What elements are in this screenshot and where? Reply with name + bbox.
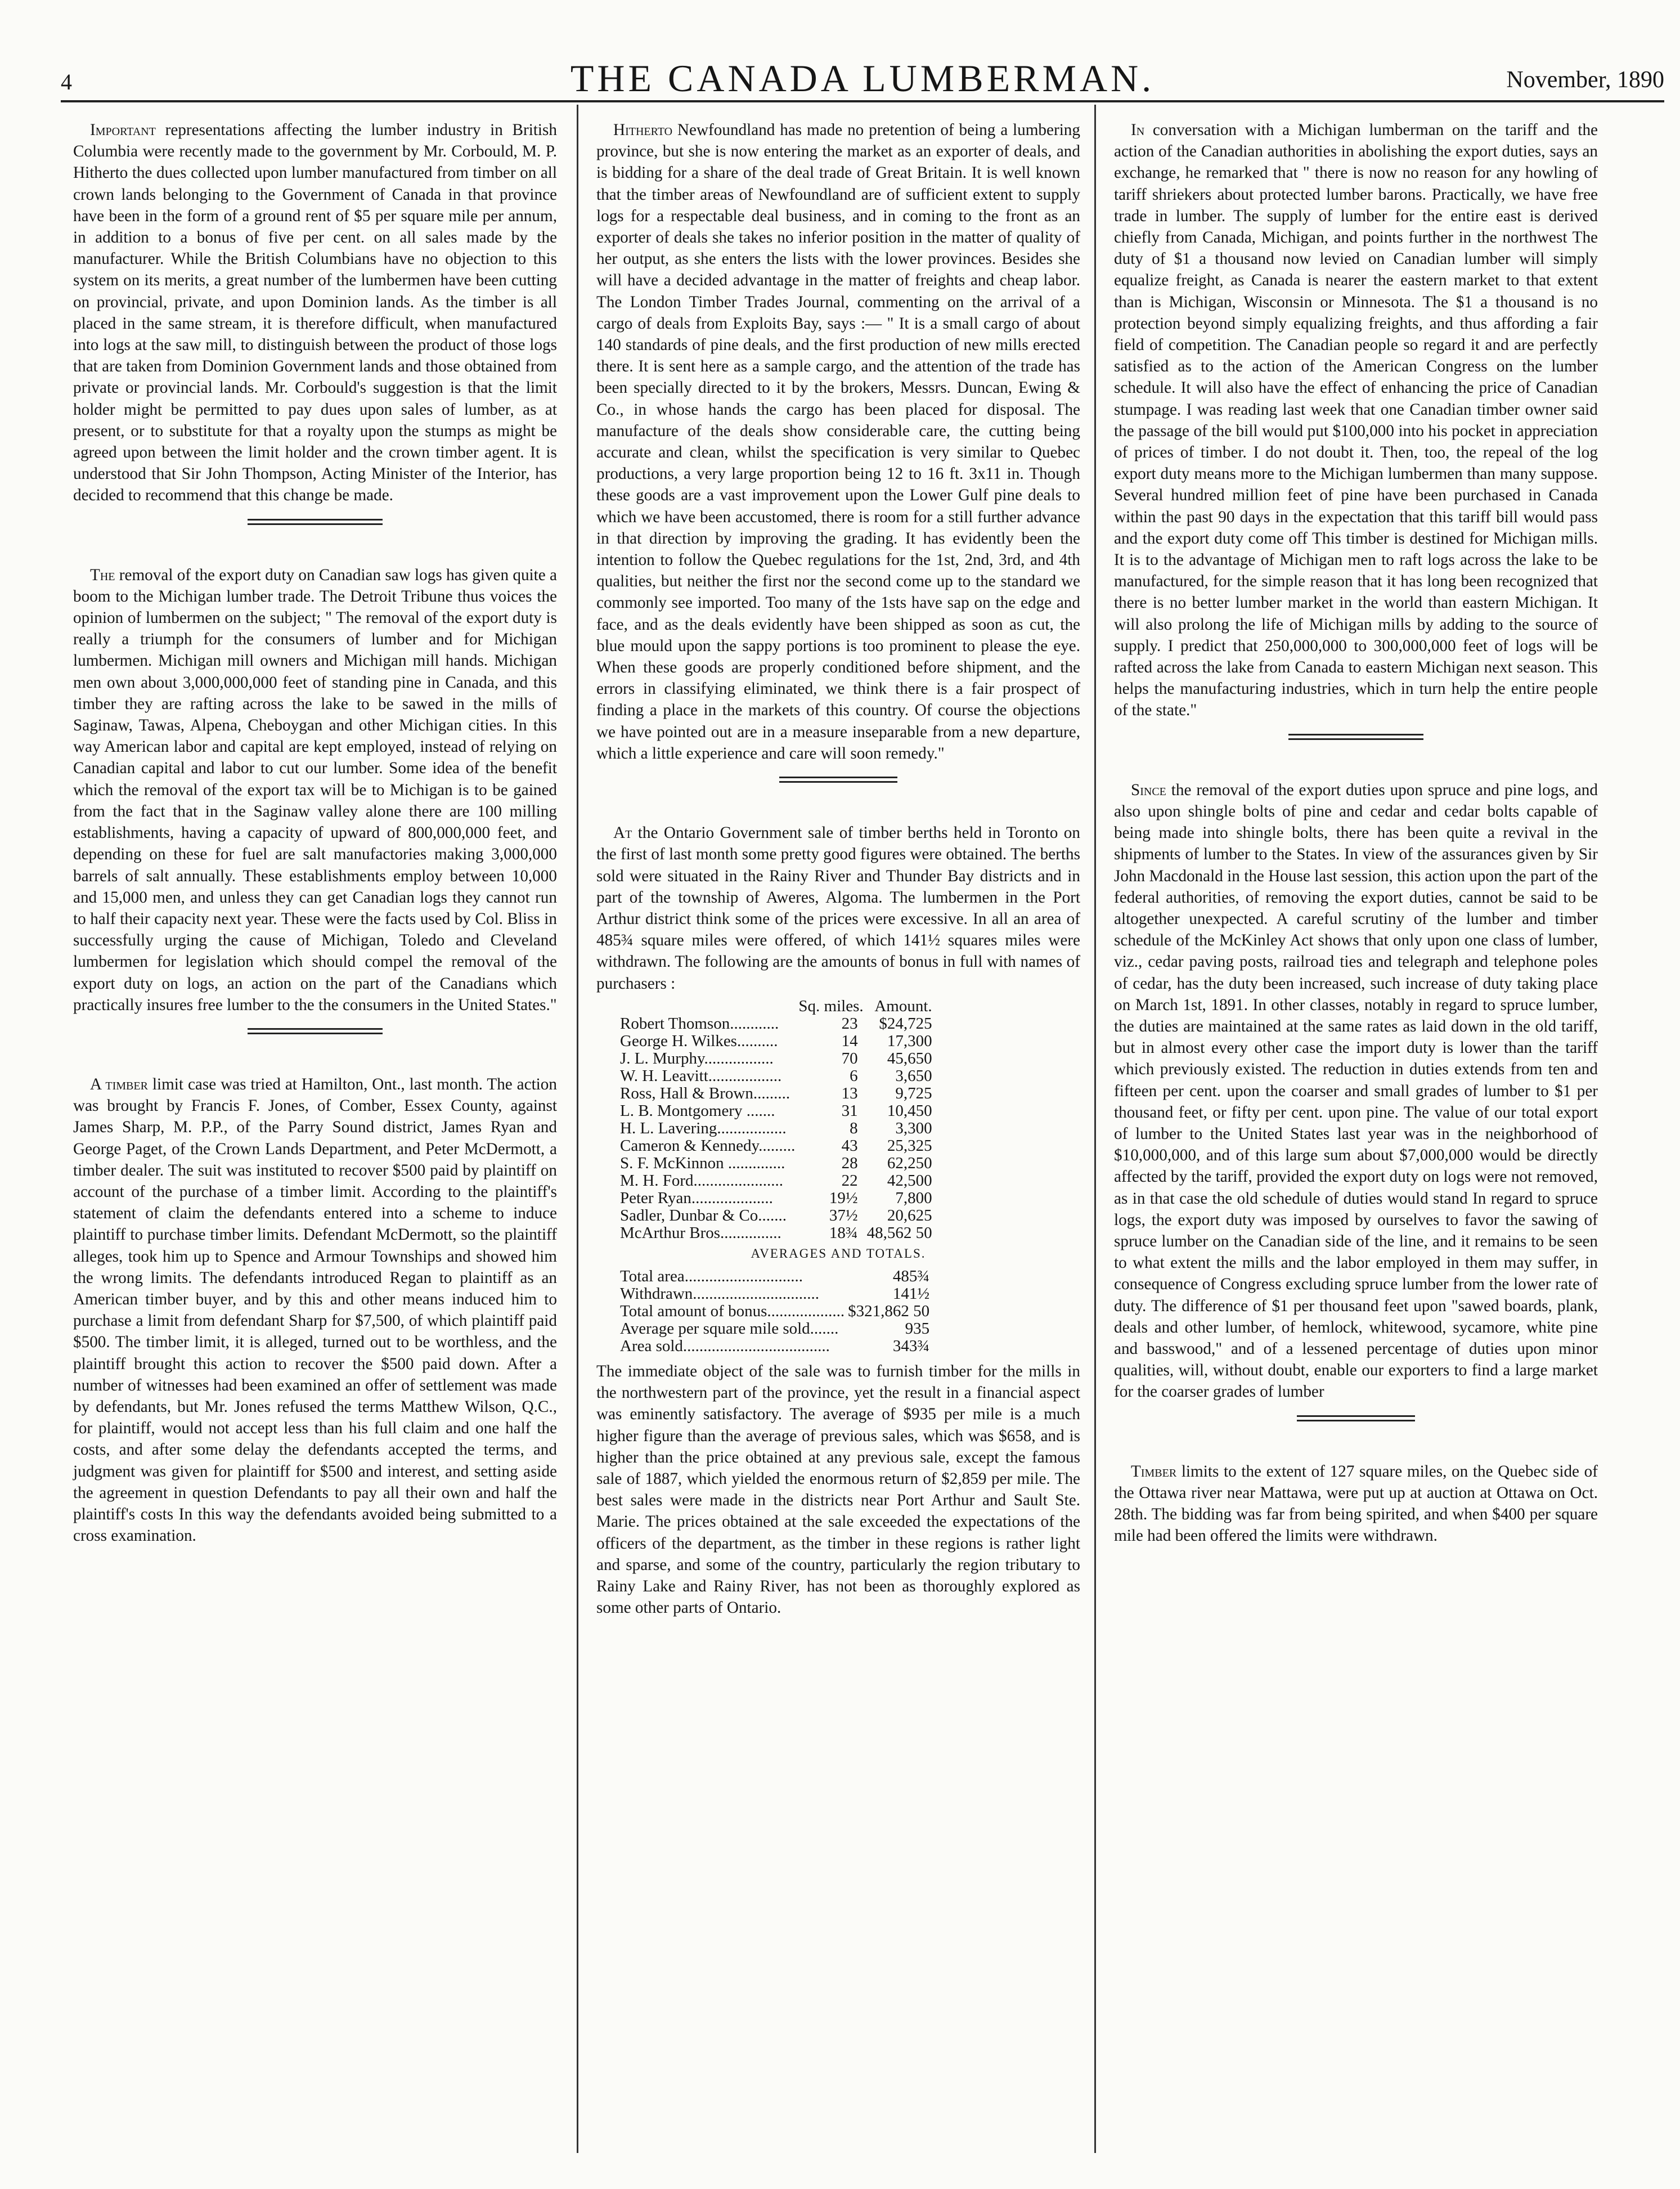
sq-miles-cell: 13 <box>841 1084 858 1102</box>
amount-cell: 42,500 <box>887 1171 932 1190</box>
lead-word: At <box>613 824 632 842</box>
table-row <box>620 1085 936 1102</box>
purchaser-name: McArthur Bros............... <box>620 1223 781 1242</box>
table-row <box>620 1190 936 1207</box>
totals-label: Total amount of bonus................... <box>620 1302 845 1320</box>
totals-row <box>620 1320 933 1338</box>
table-header-row <box>620 998 936 1015</box>
table-row <box>620 1224 936 1242</box>
amount-cell: 25,325 <box>887 1136 932 1155</box>
article-text: Newfoundland has made no pretention of being a lumbering province, but she is now entering the market as an exporter of deals, and is bidding for a share of the deal trade of Great Britain. It is well known that the timber areas of Newfoundland are of sufficient extent to supply logs for a respectable deal business, and in coming to the front as an exporter of deals she takes no inferior position in the matter of quality of her output, as she enters the lists with the lower provinces. Besides she will have a decided advantage in the matter of freights and cheap labor. The London Timber Trades Journal, commenting on the arrival of a cargo of deals from Exploits Bay, says :— " It is a small cargo of about 140 standards of pine deals, and the first production of new mills erected there. It is sent here as a sample cargo, and the attention of the trade has been specially directed to it by the brokers, Messrs. Duncan, Ewing & Co., in whose hands the cargo has been placed for disposal. The manufacture of the deals show considerable care, the cutting being accurate and clean, whilst the specification is very similar to Quebec productions, a very large proportion being 12 to 16 ft. 3x11 in. Though these goods are a vast improvement upon the Lower Gulf pine deals to which we have been accustomed, there is room for a still further advance in that direction by improving the grading. It has evidently been the intention to follow the Quebec regulations for the 1st, 2nd, 3rd, and 4th qualities, but neither the first nor the second come up to the standard we commonly see imported. Too many of the 1sts have sap on the edge and face, and as the deals evidently have been shipped as soon as cut, the blue mould upon the sappy portions is too prominent to please the eye. When these goods are properly conditioned before shipment, and the errors in classifying eliminated, we think there is a fair prospect of finding a place in the markets of this country. Of course the objections we have pointed out are in a measure inseparable from a new departure, which a little experience and care will soon remedy." <box>596 121 1080 762</box>
amount-cell: 48,562 50 <box>866 1223 932 1242</box>
amount-cell: 3,650 <box>895 1066 932 1085</box>
averages-heading: AVERAGES AND TOTALS. <box>751 1246 926 1261</box>
section-divider <box>248 519 383 525</box>
purchaser-name: George H. Wilkes.......... <box>620 1031 778 1050</box>
purchaser-name: S. F. McKinnon .............. <box>620 1154 785 1172</box>
amount-cell: 3,300 <box>895 1119 932 1137</box>
purchaser-name: L. B. Montgomery ....... <box>620 1101 775 1120</box>
masthead-title: THE CANADA LUMBERMAN. <box>570 57 1155 100</box>
article-text: conversation with a Michigan lumberman on the tariff and the action of the Canadian authorities in abolishing the export duties, says an exchange, he remarked that " there is now no reason for any howling of tariff shriekers about protected lumber barons. Practically, we have free trade in lumber. The supply of lumber for the entire east is derived chiefly from Canada, Michigan, and points further in the northwest The duty of $1 a thousand now levied on Canadian lumber will simply equalize freight, as Canada is nearer the eastern market to that extent than is Michigan, Wisconsin or Minnesota. The $1 a thousand is no protection beyond simply equalizing freights, and thus affording a fair field of competition. The Canadian people so regard it and are perfectly satisfied as to the action of the American Congress on the lumber schedule. It will also have the effect of enhancing the price of Canadian stumpage. I was reading last week that one Canadian timber owner said the passage of the bill would put $100,000 into his pocket in appreciation of prices of timber. I do not doubt it. Then, too, the repeal of the log export duty means more to the Michigan lumbermen than many suppose. Several hundred million feet of pine have been purchased in Canada within the past 90 days in the expectation that this tariff bill would pass and the export duty come off This timber is destined for Michigan mills. It is to the advantage of Michigan men to raft logs across the lake to be manufactured, for the simple reason that it has long been recognized that there is no better lumber market in the world than eastern Michigan. It will also prolong the life of Michigan mills by adding to the source of supply. I predict that 250,000,000 to 300,000,000 feet of logs will be rafted across the lake from Canada to eastern Michigan next season. This helps the manufacturing industries, which in turn help the entire people of the state." <box>1114 121 1598 720</box>
header-rule <box>61 100 1664 102</box>
lead-word: The <box>90 566 115 584</box>
page-number: 4 <box>61 69 72 95</box>
section-divider <box>779 777 897 783</box>
purchaser-name: Ross, Hall & Brown......... <box>620 1084 790 1102</box>
article-british-columbia-dues <box>73 119 557 506</box>
purchaser-name: Sadler, Dunbar & Co....... <box>620 1206 787 1224</box>
article-michigan-conversation <box>1114 119 1598 721</box>
amount-cell: 17,300 <box>887 1031 932 1050</box>
table-row <box>620 1033 936 1050</box>
article-text: removal of the export duty on Canadian saw logs has given quite a boom to the Michigan lumber trade. The Detroit Tribune thus voices the opinion of lumbermen on the subject; " The removal of the export duty is really a triumph for the consumers of lumber and for Michigan lumbermen. Michigan mill owners and Michigan mill hands. Michigan men own about 3,000,000,000 feet of standing pine in Canada, and this timber they are rafting across the lake to be sawed in the mills of Saginaw, Tawas, Alpena, Cheboygan and other Michigan cities. In this way American labor and capital are kept employed, instead of relying on Canadian capital and labor to cut our lumber. Some idea of the benefit which the removal of the export tax will be to Michigan is to be gained from the fact that in the Saginaw valley alone there are 100 milling establishments, having a capacity of upward of 800,000,000 feet, and depending on these for fuel are salt manufactories making 3,000,000 barrels of salt annually. These establishments employ between 10,000 and 15,000 men, and unless they can get Canadian logs they cannot run to half their capacity next year. These were the facts used by Col. Bliss in successfully urging the cause of Michigan, Toledo and Cleveland lumbermen for legislation which should compel the removal of the export duty on logs, an action on the part of the Canadians which practically insures free lumber to the the consumers in the United States." <box>73 566 557 1014</box>
table-row <box>620 1102 936 1120</box>
amount-cell: 7,800 <box>895 1188 932 1207</box>
purchaser-name: W. H. Leavitt.................. <box>620 1066 782 1085</box>
sq-miles-cell: 31 <box>841 1101 858 1120</box>
table-row <box>620 1137 936 1155</box>
article-newfoundland-deals <box>596 119 1080 764</box>
article-timber-limit-case <box>73 1074 557 1546</box>
lead-word: Important <box>90 121 156 139</box>
table-row <box>620 1067 936 1085</box>
article-text: limit case was tried at Hamilton, Ont., last month. The action was brought by Francis F. Jones, of Comber, Essex County, against James Sharp, M. P.P., of the Parry Sound district, James Ryan and George Paget, of the Crown Lands Department, and Peter McDermott, a timber dealer. The suit was instituted to recover $500 paid by plaintiff on account of the purchase of a timber limit. According to the plaintiff's statement of claim the defendants entered into a scheme to induce plaintiff to purchase timber limits. Defendant McDermott, so the plaintiff alleges, took him up to Spence and Armour Townships and showed him the wrong limits. The defendants introduced Regan to plaintiff as an American timber buyer, and by this and other means induced him to purchase a limit from defendant Sharp for $7,500, of which plaintiff paid $500. The timber limit, it is alleged, turned out to be worthless, and the plaintiff brought this action to recover the $500 paid down. After a number of witnesses had been examined an offer of settlement was made by defendants, but Mr. Jones refused the terms Matthew Wilson, Q.C., for plaintiff, would not accept less than his full claim and one half the costs, and after some delay the defendants accepted the terms, and judgment was given for plaintiff for $500 and interest, and setting aside the agreement in question Defendants to pay all their own and half the plaintiff's costs In this way the defendants avoided being submitted to a cross examination. <box>73 1075 557 1545</box>
totals-value: 141½ <box>892 1284 930 1303</box>
sq-miles-cell: 8 <box>850 1119 858 1137</box>
table-row <box>620 1050 936 1067</box>
article-ottawa-limits-auction <box>1114 1461 1598 1547</box>
sq-miles-cell: 70 <box>841 1049 858 1067</box>
lead-word: A timber <box>90 1075 148 1093</box>
section-divider <box>1288 734 1423 740</box>
column-middle <box>596 119 1080 1618</box>
issue-date: November, 1890 <box>1506 67 1664 93</box>
column-header-sq-miles: Sq. miles. <box>798 997 864 1015</box>
column-rule-1 <box>577 105 578 2153</box>
table-row <box>620 1155 936 1172</box>
sq-miles-cell: 14 <box>841 1031 858 1050</box>
column-left <box>73 119 557 1546</box>
lead-word: In <box>1131 121 1145 139</box>
purchaser-name: J. L. Murphy................. <box>620 1049 774 1067</box>
totals-value: 343¾ <box>892 1336 930 1355</box>
section-divider <box>1297 1415 1415 1421</box>
table-row <box>620 1172 936 1190</box>
table-row <box>620 1120 936 1137</box>
article-text: limits to the extent of 127 square miles, on the Quebec side of the Ottawa river near Mattawa, were put up at auction at Ottawa on Oct. 28th. The bidding was far from being spirited, and when $400 per square mile had been offered the limits were withdrawn. <box>1114 1462 1598 1545</box>
article-export-duty-michigan <box>73 564 557 1016</box>
purchaser-name: H. L. Lavering................. <box>620 1119 787 1137</box>
purchaser-name: Peter Ryan.................... <box>620 1188 773 1207</box>
column-rule-2 <box>1094 105 1096 2153</box>
bonus-table <box>620 998 936 1242</box>
article-export-duties-removal <box>1114 779 1598 1403</box>
totals-label: Withdrawn............................... <box>620 1284 820 1303</box>
article-text: the Ontario Government sale of timber berths held in Toronto on the first of last month some pretty good figures were obtained. The berths sold were situated in the Rainy River and Thunder Bay districts and in part of the township of Aweres, Algoma. The lumbermen in the Port Arthur district think some of the prices were excessive. In all an area of 485¾ square miles were offered, of which 141½ squares miles were withdrawn. The following are the amounts of bonus in full with names of purchasers : <box>596 824 1080 993</box>
lead-word: Hitherto <box>613 121 673 139</box>
sq-miles-cell: 19½ <box>829 1188 858 1207</box>
purchaser-name: Cameron & Kennedy......... <box>620 1136 796 1155</box>
totals-row <box>620 1268 933 1285</box>
sq-miles-cell: 37½ <box>829 1206 858 1224</box>
purchaser-name: M. H. Ford...................... <box>620 1171 784 1190</box>
lead-word: Timber <box>1131 1462 1177 1481</box>
article-text: the removal of the export duties upon spruce and pine logs, and also upon shingle bolts of pine and cedar and cedar bolts capable of being made into shingle bolts, there has been quite a revival in the shipments of lumber to the States. In view of the assurances given by Sir John Macdonald in the House last session, this action upon the part of the federal authorities, of removing the export duties, cannot be said to be altogether unexpected. A careful scrutiny of the lumber and timber schedule of the McKinley Act shows that only upon one class of lumber, viz., cedar paving posts, railroad ties and telegraph and telephone poles of cedar, has the duty been increased, such increase of duty taking place on March 1st, 1891. In other classes, notably in regard to spruce lumber, the duties are maintained at the same rates as laid down in the old tariff, but in almost every other case the import duty is lower than the tariff which previously existed. The reduction in duties extends from ten and fifteen per cent. upon the coarser and small grades of lumber to $1 per thousand feet, or fifty per cent. upon pine. The value of our total export of lumber to the United States last year was in the neighborhood of $10,000,000, and of this large sum about $7,000,000 would be directly affected by the tariff, provided the export duty on logs were not removed, as in that case the old schedule of duties would stand In regard to spruce logs, the export duty was imposed by ourselves to favor the sawing of spruce lumber on the Canadian side of the line, and it remains to be seen to what extent the mills and the labor employed in them may suffer, in consequence of Congress excluding spruce lumber from the lower rate of duty. The difference of $1 per thousand feet upon "sawed boards, plank, deals and other lumber, of hemlock, whitewood, sycamore, white pine and basswood," and of a lessened percentage of duties upon minor qualities, will, without doubt, enable our exporters to find a large market for the coarser grades of lumber <box>1114 780 1598 1401</box>
totals-row <box>620 1303 933 1320</box>
amount-cell: 62,250 <box>887 1154 932 1172</box>
totals-value: 935 <box>905 1319 930 1338</box>
sq-miles-cell: 43 <box>841 1136 858 1155</box>
table-row <box>620 1015 936 1033</box>
lead-word: Since <box>1131 780 1166 799</box>
totals-row <box>620 1338 933 1355</box>
column-right <box>1114 119 1598 1546</box>
amount-cell: 10,450 <box>887 1101 932 1120</box>
amount-cell: 20,625 <box>887 1206 932 1224</box>
totals-label: Average per square mile sold....... <box>620 1319 839 1338</box>
section-divider <box>248 1028 383 1034</box>
page-header <box>61 56 1664 101</box>
sq-miles-cell: 28 <box>841 1154 858 1172</box>
sq-miles-cell: 23 <box>841 1014 858 1033</box>
totals-label: Area sold.................................... <box>620 1336 830 1355</box>
sq-miles-cell: 6 <box>850 1066 858 1085</box>
article-ontario-sale-result: The immediate object of the sale was to furnish timber for the mills in the northwestern part of the province, yet the result in a financial aspect was eminently satisfactory. The average of $935 per mile is a much higher figure than the average of previous sales, which was $658, and is higher than the price obtained at any previous sale, except the famous sale of 1887, which yielded the enormous return of $2,859 per mile. The best sales were made in the districts near Port Arthur and Sault Ste. Marie. The prices obtained at the sale exceeded the expectations of the officers of the department, as the timber in these regions is rather light and sparse, and some of the country, particularly the region tributary to Rainy Lake and Rainy River, has not been as thoroughly explored as some other parts of Ontario. <box>596 1362 1080 1617</box>
totals-label: Total area............................. <box>620 1267 803 1285</box>
purchaser-name: Robert Thomson............ <box>620 1014 779 1033</box>
totals-value: $321,862 50 <box>848 1302 930 1320</box>
totals-row <box>620 1285 933 1303</box>
column-header-amount: Amount. <box>874 997 932 1015</box>
totals-value: 485¾ <box>892 1267 930 1285</box>
article-text: representations affecting the lumber industry in British Columbia were recently made to the government by Mr. Corbould, M. P. Hitherto the dues collected upon lumber manufactured from timber on all crown lands belonging to the Government of Canada in that province have been in the form of a ground rent of $5 per square mile per annum, in addition to a bonus of five per cent. on all sales made by the manufacturer. While the British Columbians have no objection to this system on its merits, a great number of the lumbermen have been cutting on provincial, private, and upon Dominion lands. As the timber is all placed in the same stream, it is therefore difficult, when manufactured into logs at the saw mill, to distinguish between the product of those logs that are taken from Dominion Government lands and those obtained from private or provincial lands. Mr. Corbould's suggestion is that the limit holder might be permitted to pay dues upon sales of lumber, as at present, or to substitute for that a royalty upon the stumps as might be agreed upon between the limit holder and the crown timber agent. It is understood that Sir John Thompson, Acting Minister of the Interior, has decided to recommend that this change be made. <box>73 121 557 505</box>
amount-cell: 9,725 <box>895 1084 932 1102</box>
amount-cell: $24,725 <box>879 1014 932 1033</box>
sq-miles-cell: 18¾ <box>829 1223 858 1242</box>
totals-table <box>620 1268 933 1355</box>
sq-miles-cell: 22 <box>841 1171 858 1190</box>
table-row <box>620 1207 936 1224</box>
article-ontario-timber-sale <box>596 822 1080 994</box>
amount-cell: 45,650 <box>887 1049 932 1067</box>
